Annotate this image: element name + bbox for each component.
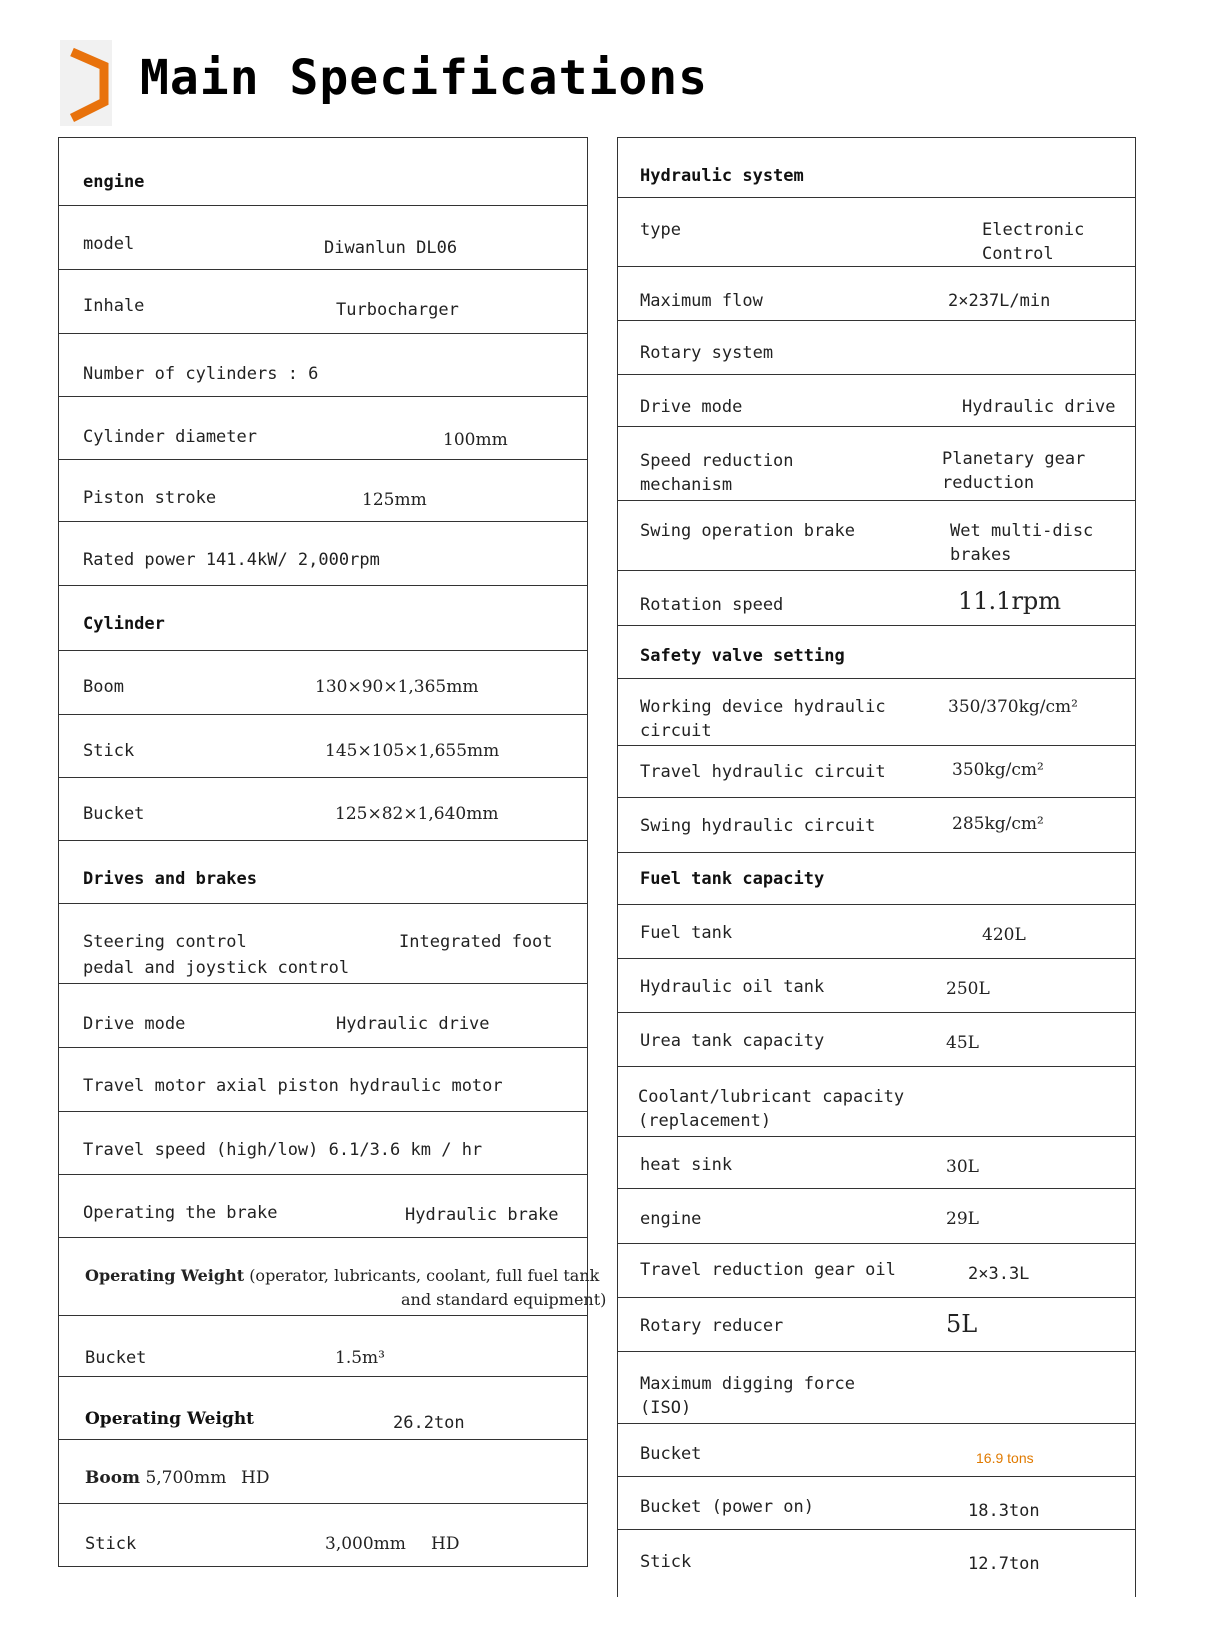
heat-sink-value: 30L [946, 1157, 979, 1177]
coolant-header-2: (replacement) [638, 1111, 772, 1131]
hyd-oil-row [618, 958, 1135, 1012]
op-weight-row [59, 1376, 587, 1439]
rotary-reducer-value: 5L [946, 1310, 978, 1338]
cyl-diameter-row [59, 396, 587, 459]
speed-red-label-1 [640, 449, 794, 473]
coolant-header-1: Coolant/lubricant capacity [638, 1087, 905, 1107]
rot-speed-row [618, 570, 1135, 625]
swing-circuit-row [618, 797, 1135, 852]
bucket-label: Bucket [83, 804, 145, 824]
travel-motor: Travel motor axial piston hydraulic motor [83, 1076, 503, 1096]
urea-value: 45L [946, 1033, 979, 1053]
stick-value: 145×105×1,655mm [325, 741, 500, 761]
safety-header-row [618, 625, 1135, 678]
bucket-row [59, 777, 587, 840]
stick2-row [59, 1503, 587, 1567]
type-row [618, 197, 1135, 266]
cylinders-label: Number of cylinders : 6 [83, 364, 319, 384]
swing-circuit-value: 285kg/cm² [952, 814, 1044, 834]
op-weight-header-cont: and standard equipment) [401, 1290, 607, 1309]
type-label: type [640, 220, 681, 240]
steering-value-cont: pedal and joystick control [83, 958, 350, 978]
digging-header-2: (ISO) [640, 1398, 692, 1418]
stick2-label: Stick [85, 1534, 137, 1554]
brake-value: Hydraulic brake [405, 1205, 559, 1225]
rated-power: Rated power 141.4kW/ 2,000rpm [83, 550, 380, 570]
bucket-force-row [618, 1423, 1135, 1476]
piston-value: 125mm [362, 490, 427, 510]
model-value: Diwanlun DL06 [324, 238, 458, 258]
stick-label: Stick [83, 741, 135, 761]
max-flow-label: Maximum flow [640, 291, 763, 311]
fuel-tank-row [618, 904, 1135, 958]
travel-gear-label: Travel reduction gear oil [640, 1260, 896, 1280]
op-weight-value: 26.2ton [393, 1413, 465, 1433]
steering-label: Steering control [83, 932, 247, 952]
cylinders-row [59, 333, 587, 396]
coolant-header-row [618, 1066, 1135, 1136]
op-weight-header-rest: (operator, lubricants, coolant, full fuel tank [249, 1266, 600, 1285]
boom2-dimension: 5,700mm [145, 1468, 227, 1488]
digging-header-row [618, 1351, 1135, 1423]
chevron-logo-icon [60, 40, 112, 126]
op-weight-label: Operating Weight [85, 1409, 255, 1429]
rotary-header: Rotary system [640, 343, 774, 363]
travel-circuit-row [618, 745, 1135, 797]
speed-red-value-2: reduction [942, 473, 1035, 493]
swing-brake-label: Swing operation brake [640, 521, 855, 541]
max-flow-value: 2×237L/min [948, 291, 1051, 311]
drive-mode-label: Drive mode [83, 1014, 186, 1034]
op-weight-header-bold: Operating Weight [85, 1266, 245, 1285]
drives-header-row [59, 840, 587, 903]
travel-gear-value: 2×3.3L [968, 1264, 1030, 1284]
steering-value: Integrated foot [399, 932, 553, 952]
working-value: 350/370kg/cm² [948, 697, 1078, 717]
left-spec-table [58, 137, 607, 1567]
right-spec-table [617, 137, 1136, 1597]
bucket2-label: Bucket [85, 1348, 147, 1368]
cyl-diameter-value: 100mm [443, 430, 508, 450]
stick-row [59, 714, 587, 777]
swing-brake-value-1: Wet multi-disc [950, 521, 1094, 541]
boom2-hd: HD [241, 1468, 270, 1488]
inhale-value: Turbocharger [336, 300, 459, 320]
hyd-header-row [618, 137, 1135, 197]
rated-power-row [59, 521, 587, 585]
stick-force-row [618, 1529, 1135, 1597]
max-flow-row [618, 266, 1135, 320]
speed-red-label-text: Speed reduction [640, 451, 794, 471]
bucket-value: 16.9 tons [976, 1450, 1034, 1466]
drive-mode-row [59, 983, 587, 1047]
speed-red-value-1: Planetary gear [942, 449, 1086, 469]
travel-circuit-label: Travel hydraulic circuit [640, 762, 886, 782]
heat-sink-label: heat sink [640, 1155, 733, 1175]
steering-row [59, 903, 587, 983]
travel-gear-row [618, 1243, 1135, 1297]
travel-speed: Travel speed (high/low) 6.1/3.6 km / hr [83, 1140, 483, 1160]
working-label-2: circuit [640, 721, 712, 741]
op-weight-header-row [59, 1237, 607, 1315]
rot-speed-value: 11.1rpm [958, 587, 1062, 615]
bucket-value: 125×82×1,640mm [335, 804, 499, 824]
safety-header: Safety valve setting [640, 646, 845, 666]
engine-header-row [59, 137, 587, 205]
stick2-value: 3,000mm [325, 1534, 406, 1554]
boom-row [59, 650, 587, 714]
speed-red-label-2: mechanism [640, 475, 733, 495]
inhale-label: Inhale [83, 296, 145, 316]
engine-value: 29L [946, 1209, 979, 1229]
hyd-oil-label: Hydraulic oil tank [640, 977, 825, 997]
bucket2-row [59, 1315, 587, 1376]
cylinder-header: Cylinder [83, 614, 165, 634]
heat-sink-row [618, 1136, 1135, 1188]
page-title: Main Specifications [140, 50, 709, 106]
rotary-reducer-label: Rotary reducer [640, 1316, 784, 1336]
brake-row [59, 1174, 587, 1237]
swing-brake-value-2: brakes [950, 545, 1012, 565]
travel-speed-row [59, 1111, 587, 1174]
boom2-row [59, 1439, 587, 1503]
bucket2-value: 1.5m³ [335, 1348, 385, 1368]
drive-mode-row [618, 374, 1135, 426]
stick-label: Stick [640, 1552, 692, 1572]
drive-mode-value: Hydraulic drive [962, 397, 1116, 417]
piston-row [59, 459, 587, 521]
bucket-label: Bucket [640, 1444, 702, 1464]
type-value-1: Electronic [982, 220, 1085, 240]
engine-header: engine [83, 172, 145, 192]
fuel-tank-label: Fuel tank [640, 923, 733, 943]
travel-circuit-value: 350kg/cm² [952, 760, 1044, 780]
cylinder-header-row [59, 585, 587, 650]
cyl-diameter-label: Cylinder diameter [83, 427, 257, 447]
urea-row [618, 1012, 1135, 1066]
urea-label: Urea tank capacity [640, 1031, 825, 1051]
drives-header: Drives and brakes [83, 869, 257, 889]
drive-mode-value: Hydraulic drive [336, 1014, 490, 1034]
bucket-power-row [618, 1476, 1135, 1529]
digging-header-1: Maximum digging force [640, 1374, 855, 1394]
inhale-row [59, 269, 587, 333]
hyd-oil-value: 250L [946, 979, 990, 999]
speed-reduction-row [618, 426, 1135, 500]
stick-value: 12.7ton [968, 1554, 1040, 1574]
engine-row [618, 1188, 1135, 1243]
boom2-label: Boom [85, 1468, 141, 1488]
boom-label: Boom [83, 677, 124, 697]
boom-value: 130×90×1,365mm [315, 677, 479, 697]
hyd-header: Hydraulic system [640, 166, 804, 186]
fuel-tank-value: 420L [982, 925, 1026, 945]
fuel-header: Fuel tank capacity [640, 869, 825, 889]
swing-brake-row [618, 500, 1135, 570]
piston-label: Piston stroke [83, 488, 217, 508]
boom2-value [85, 1466, 226, 1490]
rot-speed-label: Rotation speed [640, 595, 784, 615]
swing-circuit-label: Swing hydraulic circuit [640, 816, 876, 836]
bucket-power-label: Bucket (power on) [640, 1497, 814, 1517]
drive-mode-label: Drive mode [640, 397, 743, 417]
model-label: model [83, 234, 135, 254]
stick2-hd: HD [431, 1534, 460, 1554]
op-weight-header [85, 1264, 599, 1288]
model-row [59, 205, 587, 269]
type-value-2: Control [982, 244, 1054, 264]
bucket-power-value: 18.3ton [968, 1501, 1040, 1521]
engine-label: engine [640, 1209, 702, 1229]
rotary-reducer-row [618, 1297, 1135, 1351]
fuel-header-row [618, 852, 1135, 904]
working-device-row [618, 678, 1135, 745]
brake-label: Operating the brake [83, 1203, 278, 1223]
logo [60, 40, 112, 126]
rotary-header-row [618, 320, 1135, 374]
travel-motor-row [59, 1047, 587, 1111]
working-label-1: Working device hydraulic [640, 697, 886, 717]
